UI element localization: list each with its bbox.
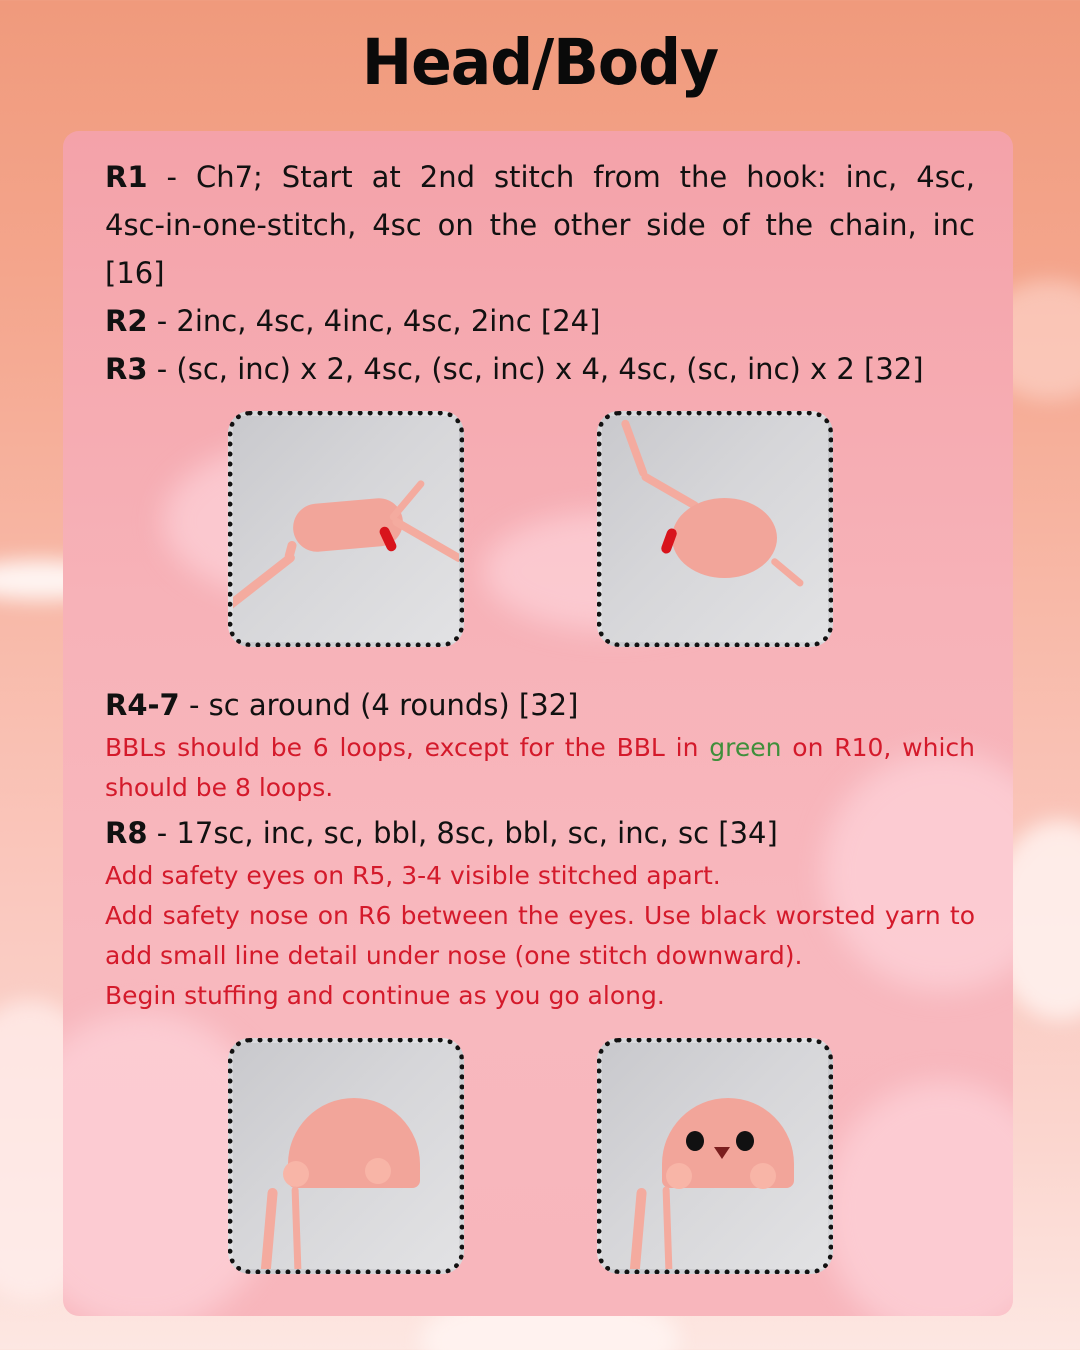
round-text: - 17sc, inc, sc, bbl, 8sc, bbl, sc, inc, sc [34] [147, 816, 778, 850]
note-nose-line1 [105, 896, 975, 936]
yarn-tail [640, 472, 700, 511]
bobble-paw [666, 1163, 692, 1189]
yarn-tail [391, 517, 464, 564]
note-text: on R10, which [781, 733, 975, 762]
yarn-tail [292, 1186, 302, 1274]
bobble-paw [365, 1158, 391, 1184]
bobble-paw [750, 1163, 776, 1189]
note-eyes [105, 856, 975, 896]
yarn-tail [770, 557, 805, 588]
yarn-loop [388, 479, 426, 522]
yarn-tail [284, 540, 298, 562]
yarn-tail-twisted [629, 1188, 647, 1274]
bobble-paw [283, 1161, 309, 1187]
card-cloud [823, 1081, 1013, 1316]
round-text: - (sc, inc) x 2, 4sc, (sc, inc) x 4, 4sc, (sc, inc) x 2 [32] [147, 352, 924, 386]
photo-head-front [597, 1038, 833, 1274]
round-text: - Ch7; Start at 2nd stitch from the hook: inc, 4sc, [147, 160, 975, 194]
note-stuffing [105, 976, 975, 1016]
round-r1-line1 [105, 153, 975, 201]
note-text: add small line detail under nose (one stitch downward). [105, 941, 803, 970]
round-label: R1 [105, 160, 148, 194]
safety-nose [714, 1147, 730, 1159]
round-label: R8 [105, 816, 148, 850]
yarn-tail [228, 552, 297, 615]
note-text: BBLs should be 6 loops, except for the BBL in [105, 733, 710, 762]
note-text: Add safety eyes on R5, 3-4 visible stitched apart. [105, 861, 721, 890]
round-text: - sc around (4 rounds) [32] [179, 688, 579, 722]
yarn-tail [663, 1186, 673, 1274]
note-text: Begin stuffing and continue as you go along. [105, 981, 665, 1010]
round-label: R4-7 [105, 688, 180, 722]
yarn-tail [620, 419, 648, 478]
note-bbl-line2 [105, 768, 975, 808]
note-nose-line2 [105, 936, 975, 976]
round-r8 [105, 809, 975, 857]
yarn-tail-twisted [260, 1188, 278, 1274]
round-label: R3 [105, 352, 148, 386]
photo-head-side [228, 1038, 464, 1274]
photo-r3-oval [597, 411, 833, 647]
note-text: should be 8 loops. [105, 773, 334, 802]
yarn-piece [672, 498, 777, 578]
round-r1-line3 [105, 249, 975, 297]
round-text: [16] [105, 256, 165, 290]
round-r4-7 [105, 681, 975, 729]
page-title: Head/Body [361, 26, 719, 100]
safety-eye [736, 1131, 754, 1151]
round-text: 4sc-in-one-stitch, 4sc on the other side of the chain, inc [105, 208, 975, 242]
note-bbl-line1 [105, 728, 975, 768]
note-text: Add safety nose on R6 between the eyes. Use black worsted yarn to [105, 901, 975, 930]
safety-eye [686, 1131, 704, 1151]
round-r1-line2 [105, 201, 975, 249]
photo-r1-chain [228, 411, 464, 647]
round-r3 [105, 345, 975, 393]
round-label: R2 [105, 304, 148, 338]
round-r2 [105, 297, 975, 345]
round-text: - 2inc, 4sc, 4inc, 4sc, 2inc [24] [147, 304, 601, 338]
note-green-text: green [709, 733, 782, 762]
